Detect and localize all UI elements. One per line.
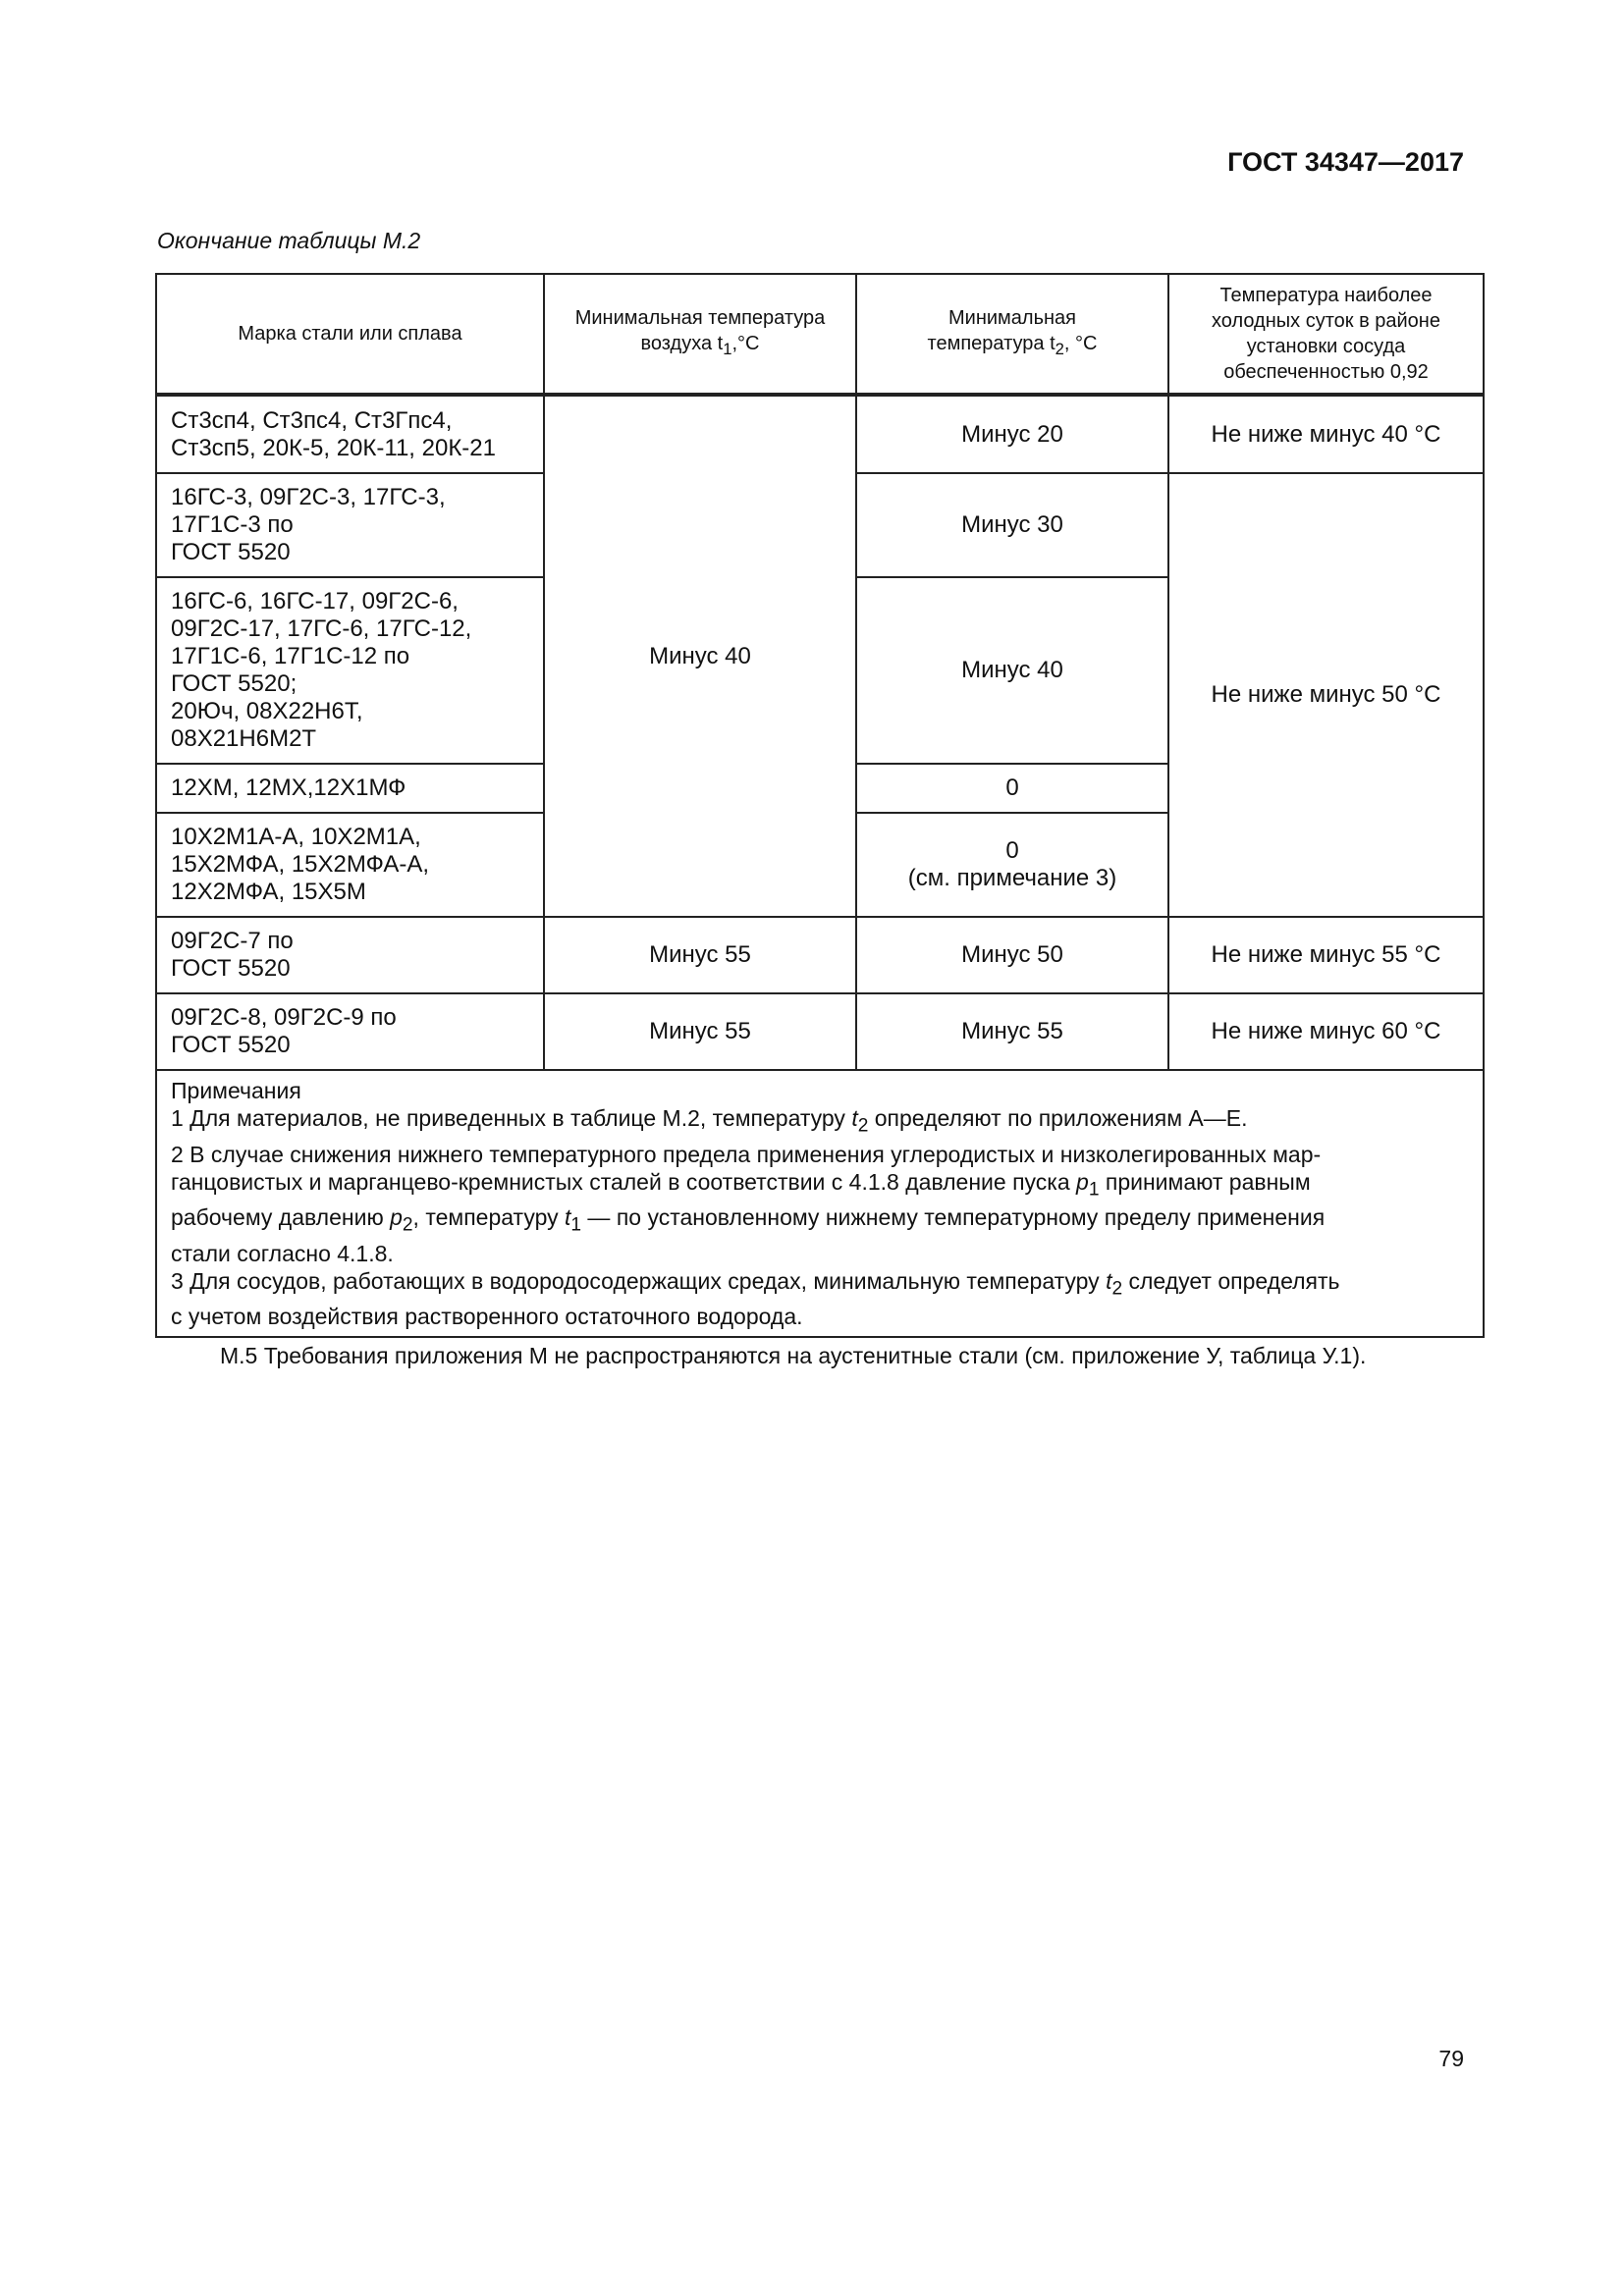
steel-grade-cell: 16ГС-6, 16ГС-17, 09Г2С-6, 09Г2С-17, 17ГС-6, 17ГС-12, 17Г1С-6, 17Г1С-12 по ГОСТ 5520; 20Юч, 08Х22Н6Т, 08Х21Н6М2Т [156,577,544,764]
min-temp-cell: Минус 40 [856,577,1168,764]
min-air-temp-merged-cell: Минус 40 [544,395,856,917]
table-header-row [156,274,1484,395]
coldest-day-merged-cell: Не ниже минус 50 °С [1168,473,1484,917]
min-temp-cell: Минус 50 [856,917,1168,993]
col-header-min-air-temp: Минимальная температура воздуха $t_1,^\circ С$ [544,274,856,395]
steel-grade-cell: Ст3сп4, Ст3пс4, Ст3Гпс4, Ст3сп5, 20К-5, 20К-11, 20К-21 [156,395,544,473]
min-temp-cell: Минус 20 [856,395,1168,473]
table-row [156,993,1484,1070]
coldest-day-cell: Не ниже минус 55 °С [1168,917,1484,993]
note-2-line-2: ганцовистых и марганцево-кремнистых сталей в соответствии с 4.1.8 давление пуска $p_1$ принимают равным [171,1168,1311,1201]
steel-grade-cell: 09Г2С-8, 09Г2С-9 по ГОСТ 5520 [156,993,544,1070]
notes-title: Примечания [171,1078,301,1103]
note-2-line-3: рабочему давлению $p_2$, температуру $t_1$ — по установленному нижнему температурному пределу применения [171,1204,1326,1236]
table-caption: Окончание таблицы М.2 [157,228,421,253]
table-row [156,917,1484,993]
col-header-min-temp: Минимальная температура $t_2$, °С [856,274,1168,395]
col-header-steel-grade: Марка стали или сплава [156,274,544,395]
min-temp-cell: Минус 30 [856,473,1168,577]
steel-grade-cell: 09Г2С-7 по ГОСТ 5520 [156,917,544,993]
min-air-temp-cell: Минус 55 [544,917,856,993]
note-3-line-2: с учетом воздействия растворенного остаточного водорода. [171,1304,803,1330]
page-number: 79 [1438,2046,1464,2071]
steel-grade-cell: 16ГС-3, 09Г2С-3, 17ГС-3, 17Г1С-3 по ГОСТ 5520 [156,473,544,577]
note-2-line-4: стали согласно 4.1.8. [171,1240,394,1266]
paragraph-m5: М.5 Требования приложения М не распространяются на аустенитные стали (см. приложение У, таблица У.1). [220,1343,1367,1368]
standard-header: ГОСТ 34347—2017 [1227,147,1464,177]
steel-grade-cell: 12ХМ, 12МХ,12Х1МФ [156,764,544,813]
coldest-day-cell: Не ниже минус 40 °С [1168,395,1484,473]
table-row [156,395,1484,473]
note-2-line-1: 2 В случае снижения нижнего температурного предела применения углеродистых и низколегированных мар- [171,1141,1322,1167]
table-notes-row [156,1070,1484,1337]
note-1: 1 Для материалов, не приведенных в таблице М.2, температуру $t_2$ определяют по приложениям А—Е. [171,1105,1248,1137]
steel-grade-cell: 10Х2М1А-А, 10Х2М1А, 15Х2МФА, 15Х2МФА-А, 12Х2МФА, 15Х5М [156,813,544,917]
note-3-line-1: 3 Для сосудов, работающих в водородосодержащих средах, минимальную температуру $t_2$ следует определять [171,1267,1340,1300]
col-header-coldest-day-temp: Температура наиболее холодных суток в районе установки сосуда обеспеченностью 0,92 [1168,274,1484,395]
min-temp-cell: 0 [856,764,1168,813]
min-air-temp-cell: Минус 55 [544,993,856,1070]
coldest-day-cell: Не ниже минус 60 °С [1168,993,1484,1070]
min-temp-cell: Минус 55 [856,993,1168,1070]
table-notes [156,1070,1484,1337]
steel-temperature-table [155,273,1485,1338]
min-temp-cell: 0 (см. примечание 3) [856,813,1168,917]
